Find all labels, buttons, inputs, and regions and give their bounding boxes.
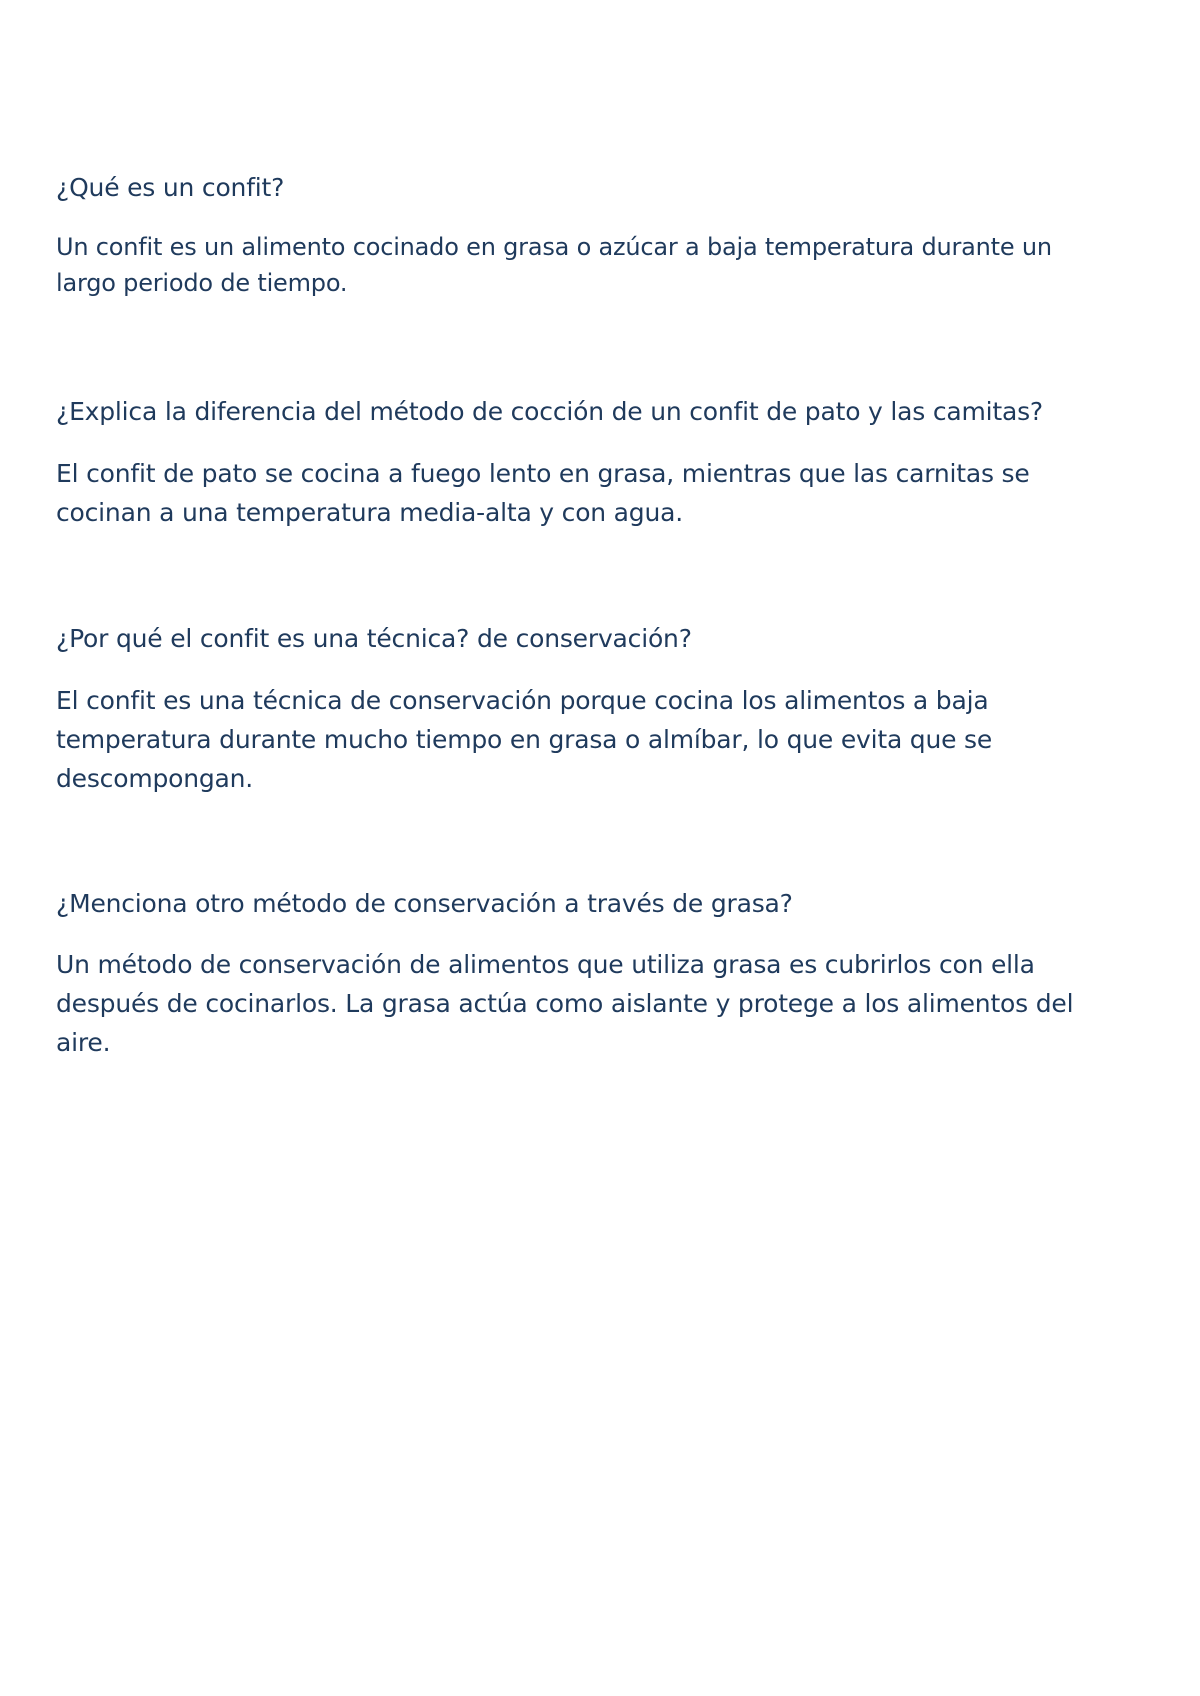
answer-paragraph: El confit de pato se cocina a fuego lento en grasa, mientras que las carnitas se cocinan a una temperatura media-alta y con agua. bbox=[56, 459, 1030, 527]
answer-paragraph: Un método de conservación de alimentos que utiliza grasa es cubrirlos con ella después de cocinarlos. La grasa actúa como aislante y protege a los alimentos del aire. bbox=[56, 950, 1074, 1057]
qa-block-confit-definition bbox=[56, 171, 1116, 301]
question-heading: ¿Por qué el confit es una técnica? de conservación? bbox=[56, 624, 692, 653]
question-heading: ¿Qué es un confit? bbox=[56, 173, 285, 202]
answer-paragraph: Un confit es un alimento cocinado en grasa o azúcar a baja temperatura durante un largo periodo de tiempo. bbox=[56, 233, 1052, 297]
qa-block-other-method bbox=[56, 887, 1116, 1062]
qa-block-cooking-difference bbox=[56, 395, 1116, 532]
question-heading: ¿Menciona otro método de conservación a través de grasa? bbox=[56, 889, 793, 918]
qa-block-conservation-technique bbox=[56, 622, 1116, 798]
question-heading: ¿Explica la diferencia del método de cocción de un confit de pato y las camitas? bbox=[56, 397, 1044, 426]
answer-paragraph: El confit es una técnica de conservación porque cocina los alimentos a baja temperatura durante mucho tiempo en grasa o almíbar, lo que evita que se descompongan. bbox=[56, 686, 993, 793]
